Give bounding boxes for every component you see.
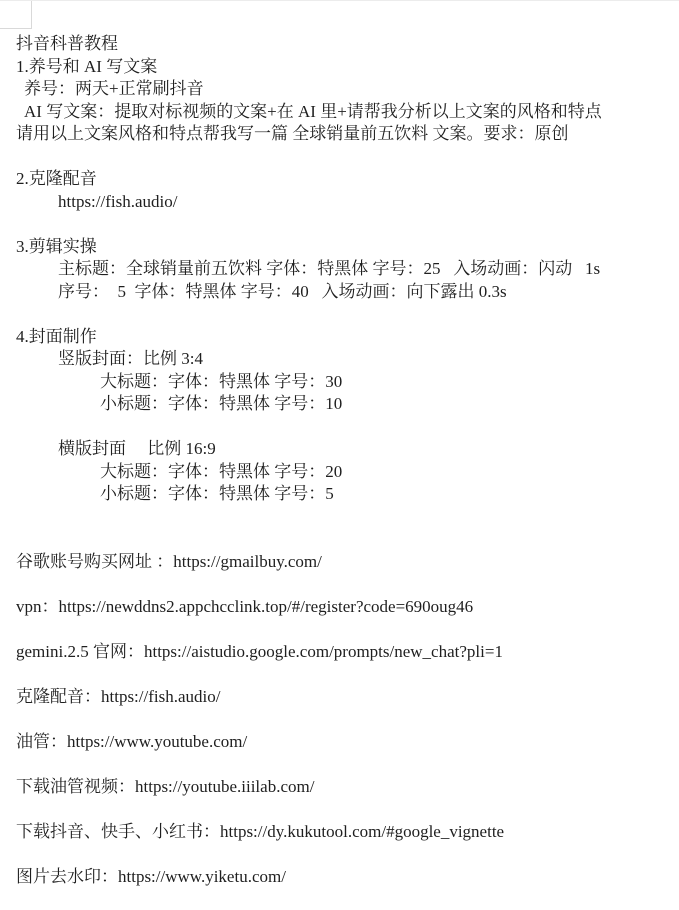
doc-title: 抖音科普教程 — [16, 34, 118, 53]
line-horizontal-small-title: 小标题：字体：特黑体 字号：5 — [100, 484, 334, 503]
blank-line — [16, 663, 668, 686]
section-1-heading: 1.养号和 AI 写文案 — [16, 56, 158, 76]
link-gmail-buy: 谷歌账号购买网址 ：https://gmailbuy.com/ — [16, 551, 322, 571]
line-horizontal-cover-ratio: 横版封面 比例 16:9 — [58, 439, 216, 458]
line-ai-copywriting-prompt: AI 写文案：提取对标视频的文案+在 AI 里+请帮我分析以上文案的风格和特点 — [24, 101, 602, 121]
line-serial-number-spec: 序号： 5 字体：特黑体 字号：40 入场动画：向下露出 0.3s — [58, 281, 507, 301]
blank-line — [16, 506, 668, 529]
blank-line — [16, 528, 668, 551]
blank-line — [16, 843, 668, 866]
line-horizontal-big-title: 大标题：字体：特黑体 字号：20 — [100, 461, 343, 481]
section-3-heading: 3.剪辑实操 — [16, 236, 97, 256]
blank-line — [16, 753, 668, 776]
section-4-heading: 4.封面制作 — [16, 326, 97, 346]
link-gemini-aistudio: gemini.2.5 官网：https://aistudio.google.com/prompts/new_chat?pli=1 — [16, 641, 503, 661]
link-clone-voice-fish-audio: 克隆配音：https://fish.audio/ — [16, 686, 221, 706]
blank-line — [16, 303, 668, 326]
line-account-warmup: 养号：两天+正常刷抖音 — [24, 79, 204, 98]
link-douyin-downloader: 下载抖音、快手、小红书：https://dy.kukutool.com/#google_vignette — [16, 821, 505, 841]
document-text-area[interactable] — [16, 33, 668, 888]
blank-line — [16, 213, 668, 236]
blank-line — [16, 573, 668, 596]
blank-line — [16, 708, 668, 731]
link-fish-audio: https://fish.audio/ — [58, 191, 178, 211]
link-youtube-downloader: 下载油管视频：https://youtube.iiilab.com/ — [16, 776, 315, 796]
line-vertical-big-title: 大标题：字体：特黑体 字号：30 — [100, 371, 343, 391]
line-main-title-spec: 主标题：全球销量前五饮料 字体：特黑体 字号：25 入场动画：闪动 1s — [58, 259, 601, 278]
line-vertical-cover-ratio: 竖版封面：比例 3:4 — [58, 349, 203, 368]
link-vpn-register: vpn：https://newddns2.appchcclink.top/#/register?code=690oug46 — [16, 596, 474, 616]
line-vertical-small-title: 小标题：字体：特黑体 字号：10 — [100, 394, 343, 413]
blank-line — [16, 618, 668, 641]
blank-line — [16, 416, 668, 439]
blank-line — [16, 798, 668, 821]
blank-line — [16, 146, 668, 169]
link-watermark-remover: 图片去水印：https://www.yiketu.com/ — [16, 866, 286, 886]
line-ai-prompt-continued: 请用以上文案风格和特点帮我写一篇 全球销量前五饮料 文案。要求：原创 — [16, 124, 569, 143]
section-2-heading: 2.克隆配音 — [16, 169, 97, 188]
page-corner-mark — [0, 1, 32, 29]
link-youtube: 油管：https://www.youtube.com/ — [16, 731, 248, 751]
